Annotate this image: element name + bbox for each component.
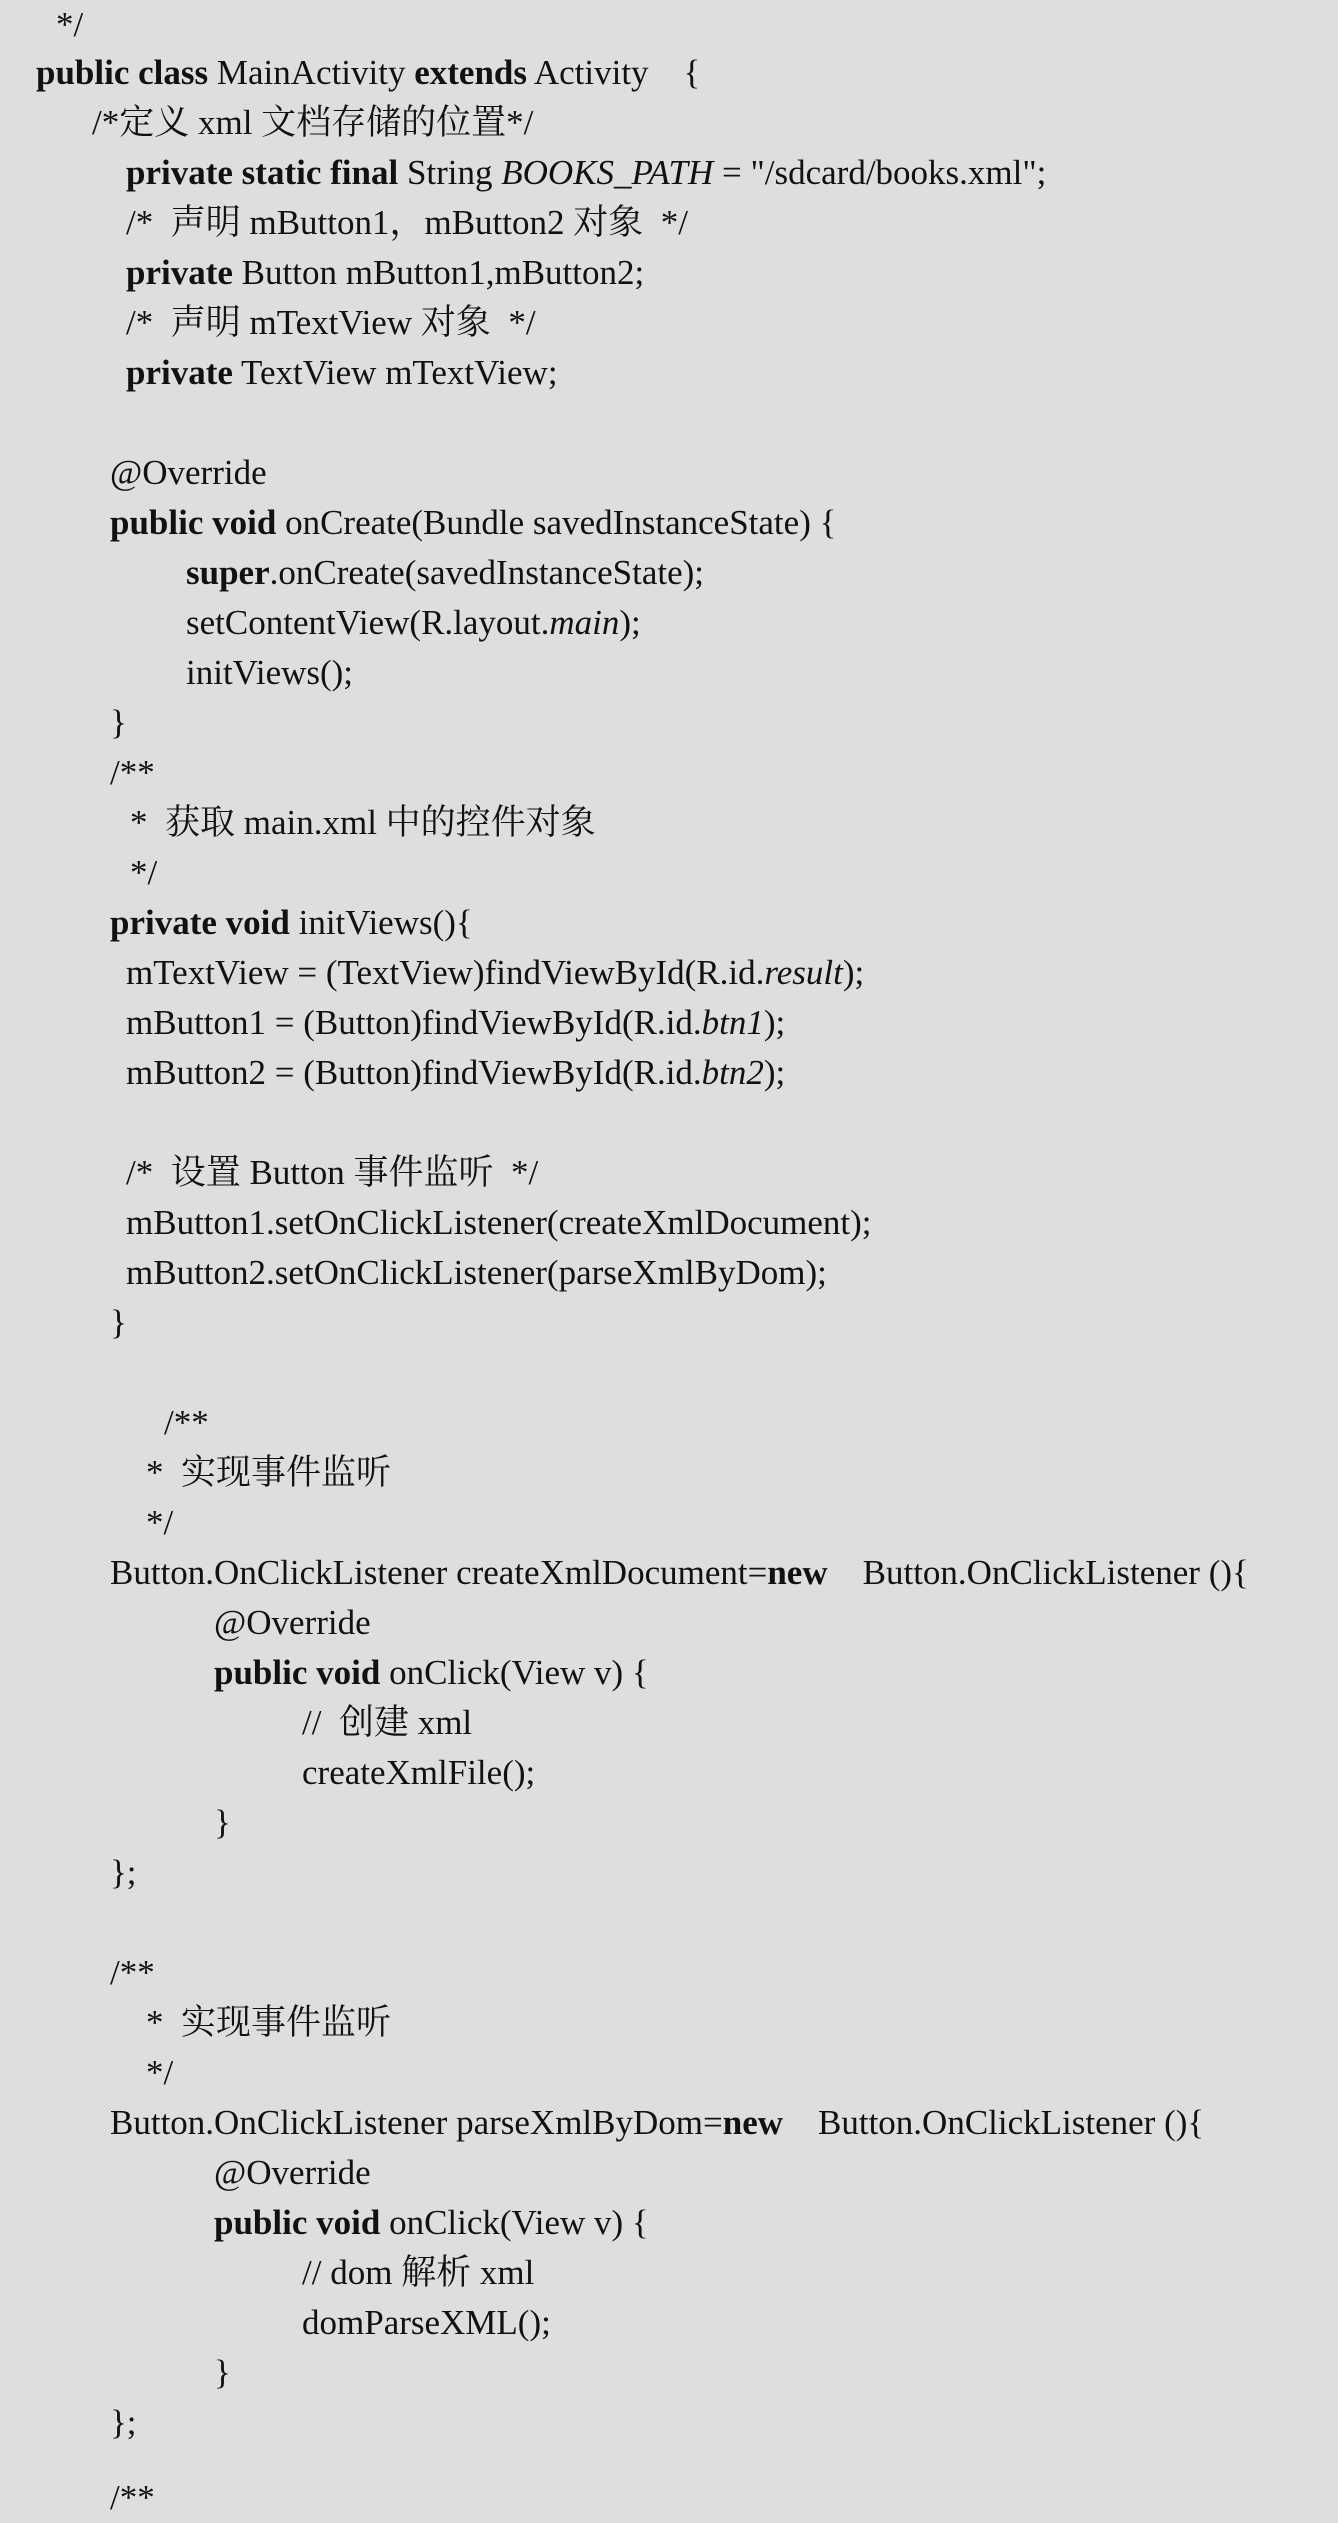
code-constant: result [764, 953, 843, 992]
code-text: /* 声明 mTextView 对象 */ [126, 303, 536, 342]
code-line [164, 1398, 209, 1448]
code-keyword: private [126, 253, 233, 292]
code-line [110, 2473, 155, 2523]
code-text: Button.OnClickListener parseXmlByDom= [110, 2103, 723, 2142]
code-text: onClick(View v) { [380, 1653, 649, 1692]
code-line [110, 698, 127, 748]
code-text: mButton2 = (Button)findViewById(R.id. [126, 1053, 702, 1092]
code-keyword: public void [214, 2203, 381, 2242]
code-line [214, 2148, 371, 2198]
code-text: /* 声明 mButton1，mButton2 对象 */ [126, 203, 688, 242]
code-line [110, 448, 267, 498]
code-line [186, 548, 704, 598]
code-line [36, 48, 700, 98]
code-line [126, 248, 644, 298]
code-text: }; [110, 1853, 137, 1892]
code-text: mButton2.setOnClickListener(parseXmlByDom); [126, 1253, 827, 1292]
code-text: */ [146, 1503, 174, 1542]
code-line [126, 1048, 785, 1098]
code-text: setContentView(R.layout. [186, 603, 550, 642]
code-text: } [214, 2353, 231, 2392]
code-line [126, 198, 688, 248]
code-line [146, 1448, 391, 1498]
code-text: @Override [110, 453, 267, 492]
code-line [214, 1648, 649, 1698]
code-line [214, 1798, 231, 1848]
code-text: * 实现事件监听 [146, 1453, 392, 1492]
code-line [110, 2398, 137, 2448]
code-line [126, 298, 536, 348]
code-text: * 获取 main.xml 中的控件对象 [130, 803, 596, 842]
code-text: } [110, 703, 127, 742]
code-line [214, 2348, 231, 2398]
code-line [302, 2298, 551, 2348]
code-text: Activity { [527, 53, 701, 92]
code-line [214, 1598, 371, 1648]
code-constant: btn2 [701, 1053, 764, 1092]
code-text: // dom 解析 xml [302, 2253, 535, 2292]
code-line [302, 1748, 535, 1798]
code-line [302, 2248, 534, 2298]
code-keyword: new [767, 1553, 828, 1592]
code-text: // 创建 xml [302, 1703, 473, 1742]
code-text: initViews(){ [289, 903, 473, 942]
code-text: Button mButton1,mButton2; [232, 253, 645, 292]
code-line [110, 1948, 155, 1998]
code-line [302, 1698, 472, 1748]
code-text: */ [130, 853, 158, 892]
code-line [110, 2098, 1204, 2148]
code-text: ); [763, 1053, 786, 1092]
code-text: MainActivity [208, 53, 415, 92]
code-text: */ [146, 2053, 174, 2092]
code-keyword: private static final [126, 153, 399, 192]
code-line [126, 1148, 538, 1198]
code-line [146, 2048, 173, 2098]
code-text: /** [164, 1403, 209, 1442]
code-keyword: extends [414, 53, 528, 92]
code-line [110, 1548, 1249, 1598]
code-keyword: public void [110, 503, 277, 542]
code-text: }; [110, 2403, 137, 2442]
code-keyword: private void [110, 903, 290, 942]
code-text: .onCreate(savedInstanceState); [269, 553, 705, 592]
code-line [146, 1998, 391, 2048]
code-text: Button.OnClickListener (){ [827, 1553, 1249, 1592]
code-line [92, 98, 533, 148]
code-keyword: super [186, 553, 270, 592]
code-text: /** [110, 2478, 155, 2517]
code-text: */ [56, 5, 84, 44]
code-line [110, 1298, 127, 1348]
code-line [126, 948, 864, 998]
code-line [186, 648, 353, 698]
code-keyword: new [722, 2103, 784, 2142]
code-line [110, 1848, 137, 1898]
code-text: mButton1.setOnClickListener(createXmlDocument); [126, 1203, 872, 1242]
code-text: onClick(View v) { [380, 2203, 649, 2242]
code-text: mTextView = (TextView)findViewById(R.id. [126, 953, 765, 992]
code-keyword: private [126, 353, 233, 392]
code-text: @Override [214, 1603, 371, 1642]
code-text: TextView mTextView; [232, 353, 558, 392]
code-text: Button.OnClickListener createXmlDocument= [110, 1553, 768, 1592]
code-text: * 实现事件监听 [146, 2003, 392, 2042]
code-constant: BOOKS_PATH [501, 153, 714, 192]
code-line [110, 898, 473, 948]
code-text: /** [110, 1953, 155, 1992]
code-line [126, 1198, 872, 1248]
code-text: @Override [214, 2153, 371, 2192]
code-constant: main [549, 603, 620, 642]
code-text: /** [110, 753, 155, 792]
code-text: initViews(); [186, 653, 354, 692]
code-line [126, 148, 1046, 198]
code-text: onCreate(Bundle savedInstanceState) { [276, 503, 837, 542]
code-line [126, 348, 558, 398]
code-text: Button.OnClickListener (){ [783, 2103, 1205, 2142]
code-line [110, 748, 155, 798]
code-line [130, 798, 596, 848]
code-line [56, 0, 83, 50]
code-text: /* 设置 Button 事件监听 */ [126, 1153, 539, 1192]
code-text: String [398, 153, 502, 192]
code-text: ); [619, 603, 641, 642]
code-constant: btn1 [701, 1003, 764, 1042]
code-line [110, 498, 836, 548]
code-line [130, 848, 157, 898]
code-keyword: public void [214, 1653, 381, 1692]
code-text: domParseXML(); [302, 2303, 551, 2342]
code-text: /*定义 xml 文档存储的位置*/ [92, 103, 534, 142]
code-line [146, 1498, 173, 1548]
code-line [186, 598, 641, 648]
code-text: ); [763, 1003, 786, 1042]
code-line [126, 998, 785, 1048]
code-text: mButton1 = (Button)findViewById(R.id. [126, 1003, 702, 1042]
code-text: } [110, 1303, 127, 1342]
code-line [214, 2198, 649, 2248]
code-text: } [214, 1803, 231, 1842]
code-text: ); [842, 953, 865, 992]
code-keyword: public class [36, 53, 209, 92]
code-text: = "/sdcard/books.xml"; [713, 153, 1047, 192]
code-line [126, 1248, 827, 1298]
code-text: createXmlFile(); [302, 1753, 536, 1792]
